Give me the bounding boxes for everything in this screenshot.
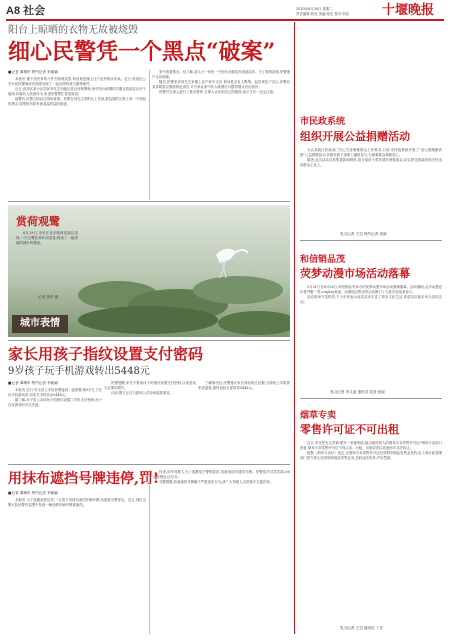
sidebar3-title: 零售许可证不可出租 xyxy=(300,423,399,436)
paragraph: 民警提醒,家长不要用孩子的指纹设置支付密码,以免造成不必要的损失。 xyxy=(104,381,196,391)
story2-col2 xyxy=(104,381,196,462)
paragraph: 交警提醒,故意遮挡号牌属于严重违法行为,请广大驾驶人自觉遵守交通法规。 xyxy=(159,480,274,485)
paragraph: 为认真践行民政部门关心关爱困难群众工作要求,日前,市民政系统开展了“爱心捐赠献真情”公益捐赠活动,各级民政干部职工踊跃参与,为困难群众奉献爱心。 xyxy=(300,148,442,158)
lead-col1 xyxy=(8,77,146,199)
header-rule xyxy=(6,19,444,21)
sidebar2-kicker: 和信销品茂 xyxy=(300,255,346,265)
page-label: A8 社会 xyxy=(6,5,46,17)
paragraph: 家中查看情况。经了解,前几日一家的一个阳台衣服也发现被烧坏。为了查明真相,民警逐户走访调查。 xyxy=(152,70,290,80)
paragraph: 根据《烟草专卖法》规定,无烟草专卖零售许可证经营烟草制品零售业务的,由工商行政管理部门责令停止经营烟草制品零售业务,没收违法所得,并处罚款。 xyxy=(300,451,442,461)
paragraph: 据悉,此次活动共募集善款和物资,将全部用于帮扶城乡困难群众,切实把党和政府的关怀送到群众心坎上。 xyxy=(300,158,442,168)
sidebar1-byline: 见习记者 王翌 特约记者 周斌 xyxy=(340,232,387,236)
story3-title: 用抹布遮挡号牌违停,罚! xyxy=(8,471,160,487)
paragraph: 了解情况后,民警建议家长保存相关证据,与游戏公司联系申请退款,最终追回全部款项5448元。 xyxy=(198,381,290,391)
sidebar1-kicker: 市民政系统 xyxy=(300,117,346,127)
city-logo: 城市表情 xyxy=(12,315,68,333)
photo-title: 赏荷观鹭 xyxy=(16,215,60,228)
lead-byline: ■记者 谭琳军 特约记者 李朝颖 xyxy=(8,70,58,74)
lead-kicker: 阳台上晾晒的衣物无故被烧毁 xyxy=(8,25,138,36)
paragraph: 近日,张湾区某小区居民刘先生向辖区派出所报警称,家中阳台晾晒的衣服无故被烧出多个破洞,怀疑有人故意所为,希望民警帮忙查清原因。 xyxy=(8,87,146,97)
photo-block xyxy=(8,205,290,337)
story2-col3 xyxy=(198,381,290,462)
sidebar2-title: 荧梦动漫市场活动落幕 xyxy=(300,267,410,280)
paragraph: 5月31日至6月28日,和信销品茂举办的荧梦动漫市场活动圆满落幕。活动期间,众多动漫爱好者齐聚一堂,cosplay表演、动漫周边售卖等活动吸引了大批市民前来参与。 xyxy=(300,285,442,295)
photo-caption xyxy=(16,231,78,291)
lead-col2 xyxy=(152,70,290,199)
paragraph: 活动现场气氛热烈,不少市民表示此次活动丰富了周末文化生活,希望以后能多举办类似活动。 xyxy=(300,295,442,305)
photo-bottom-rule xyxy=(8,340,290,341)
sidebar3-kicker: 烟草专卖 xyxy=(300,411,337,421)
story3-col2 xyxy=(152,470,290,634)
story2-bottom-rule xyxy=(8,464,290,465)
lead-bottom-rule xyxy=(8,201,290,202)
sidebar-divider xyxy=(294,22,295,634)
paragraph: 本报讯 楼下居民家的几件衣物被烧毁,原因竟是楼上住户乱扔烟头所致。近日,张湾区公安分局民警就成功调查处理了一起这样的高空抛物案件。 xyxy=(8,77,146,87)
column-divider xyxy=(149,70,150,200)
sidebar2-rule xyxy=(300,398,442,399)
story2-col1 xyxy=(8,388,102,462)
story3-byline: ■记者 谭琳军 特约记者 李朝颖 xyxy=(8,491,58,495)
paragraph: 经查,该车驾驶人为了逃避电子警察抓拍,故意用抹布遮挡号牌。民警依法对其罚款200元,驾驶证记12分。 xyxy=(152,470,290,480)
sidebar2-byline: 见习记者 李文凌 通讯员 武爱 张丽 xyxy=(330,390,385,394)
sidebar1-rule xyxy=(300,240,442,241)
paragraph: 6月29日,市民在北京路荷花池边赏荷,一只白鹭在荷叶间觅食,构成了一幅美丽的城市风景画。 xyxy=(16,231,78,246)
story3-col1 xyxy=(8,498,146,634)
paragraph: 接警后,民警立即赶往现场查看。民警在刘先生家阳台上发现,被烧毁的衣物上有一个明显的黑点,周围的布料有被高温灼烧的痕迹。 xyxy=(8,97,146,107)
paragraph: 随后,民警来到刘先生家楼上住户家中走访,询问是否有人吸烟。起初该住户否认,民警向其讲明高空抛物的危害后,对方承认家中有人吸烟后习惯将烟头扔出窗外。 xyxy=(152,80,290,90)
sidebar2-body xyxy=(300,285,442,387)
photo-credit: 记者 周玲 摄 xyxy=(38,295,59,299)
story2-subtitle: 9岁孩子玩手机游戏转出5448元 xyxy=(8,366,150,377)
story2-byline: ■记者 谭琳军 特约记者 李朝颖 xyxy=(8,381,58,385)
paragraph: 民警对当事人进行了批评教育,当事人认识到自己的错误,表示今后一定会注意。 xyxy=(159,90,277,95)
paragraph: 目前,警方正在与游戏公司协商退款事宜。 xyxy=(111,391,174,396)
date-line: 2020年6月30日 星期二 xyxy=(296,7,333,11)
column-divider xyxy=(149,470,150,634)
sidebar3-body xyxy=(300,441,442,621)
sidebar1-body xyxy=(300,148,442,230)
sidebar3-byline: 见习记者 王翌 通讯员 丁亮 xyxy=(340,626,383,630)
paper-name: 十堰晚报 xyxy=(382,3,435,18)
story2-title: 家长用孩子指纹设置支付密码 xyxy=(8,345,204,363)
paragraph: 本报讯 为了逃避违停处罚,一名男子用抹布遮挡车辆号牌,结果被交警查处。近日,城区交警大队民警在巡逻中发现一辆违停车辆号牌被遮挡。 xyxy=(8,498,146,508)
sidebar1-title: 组织开展公益捐赠活动 xyxy=(300,130,410,143)
paragraph: 近日,市民张先生咨询:想开一家便利店,能否租用别人的烟草专卖零售许可证?烟草专卖部门回复:烟草专卖零售许可证不得买卖、出租、出借或者以其他形式非法转让。 xyxy=(300,441,442,451)
paragraph: 本报讯 近日,竹山县公安局民警接到一起报警,称9岁儿子在玩手机游戏时,用家长手机转出5448元。 xyxy=(8,388,102,398)
paragraph: 据了解,孩子的父亲用孩子的指纹设置了手机支付密码,孩子在玩游戏时多次充值。 xyxy=(8,398,102,408)
editor-line: 责任编辑:张荧 美编:张佳 校对:刘洁 xyxy=(296,12,350,16)
lead-title: 细心民警凭一个黑点“破案” xyxy=(8,39,276,65)
